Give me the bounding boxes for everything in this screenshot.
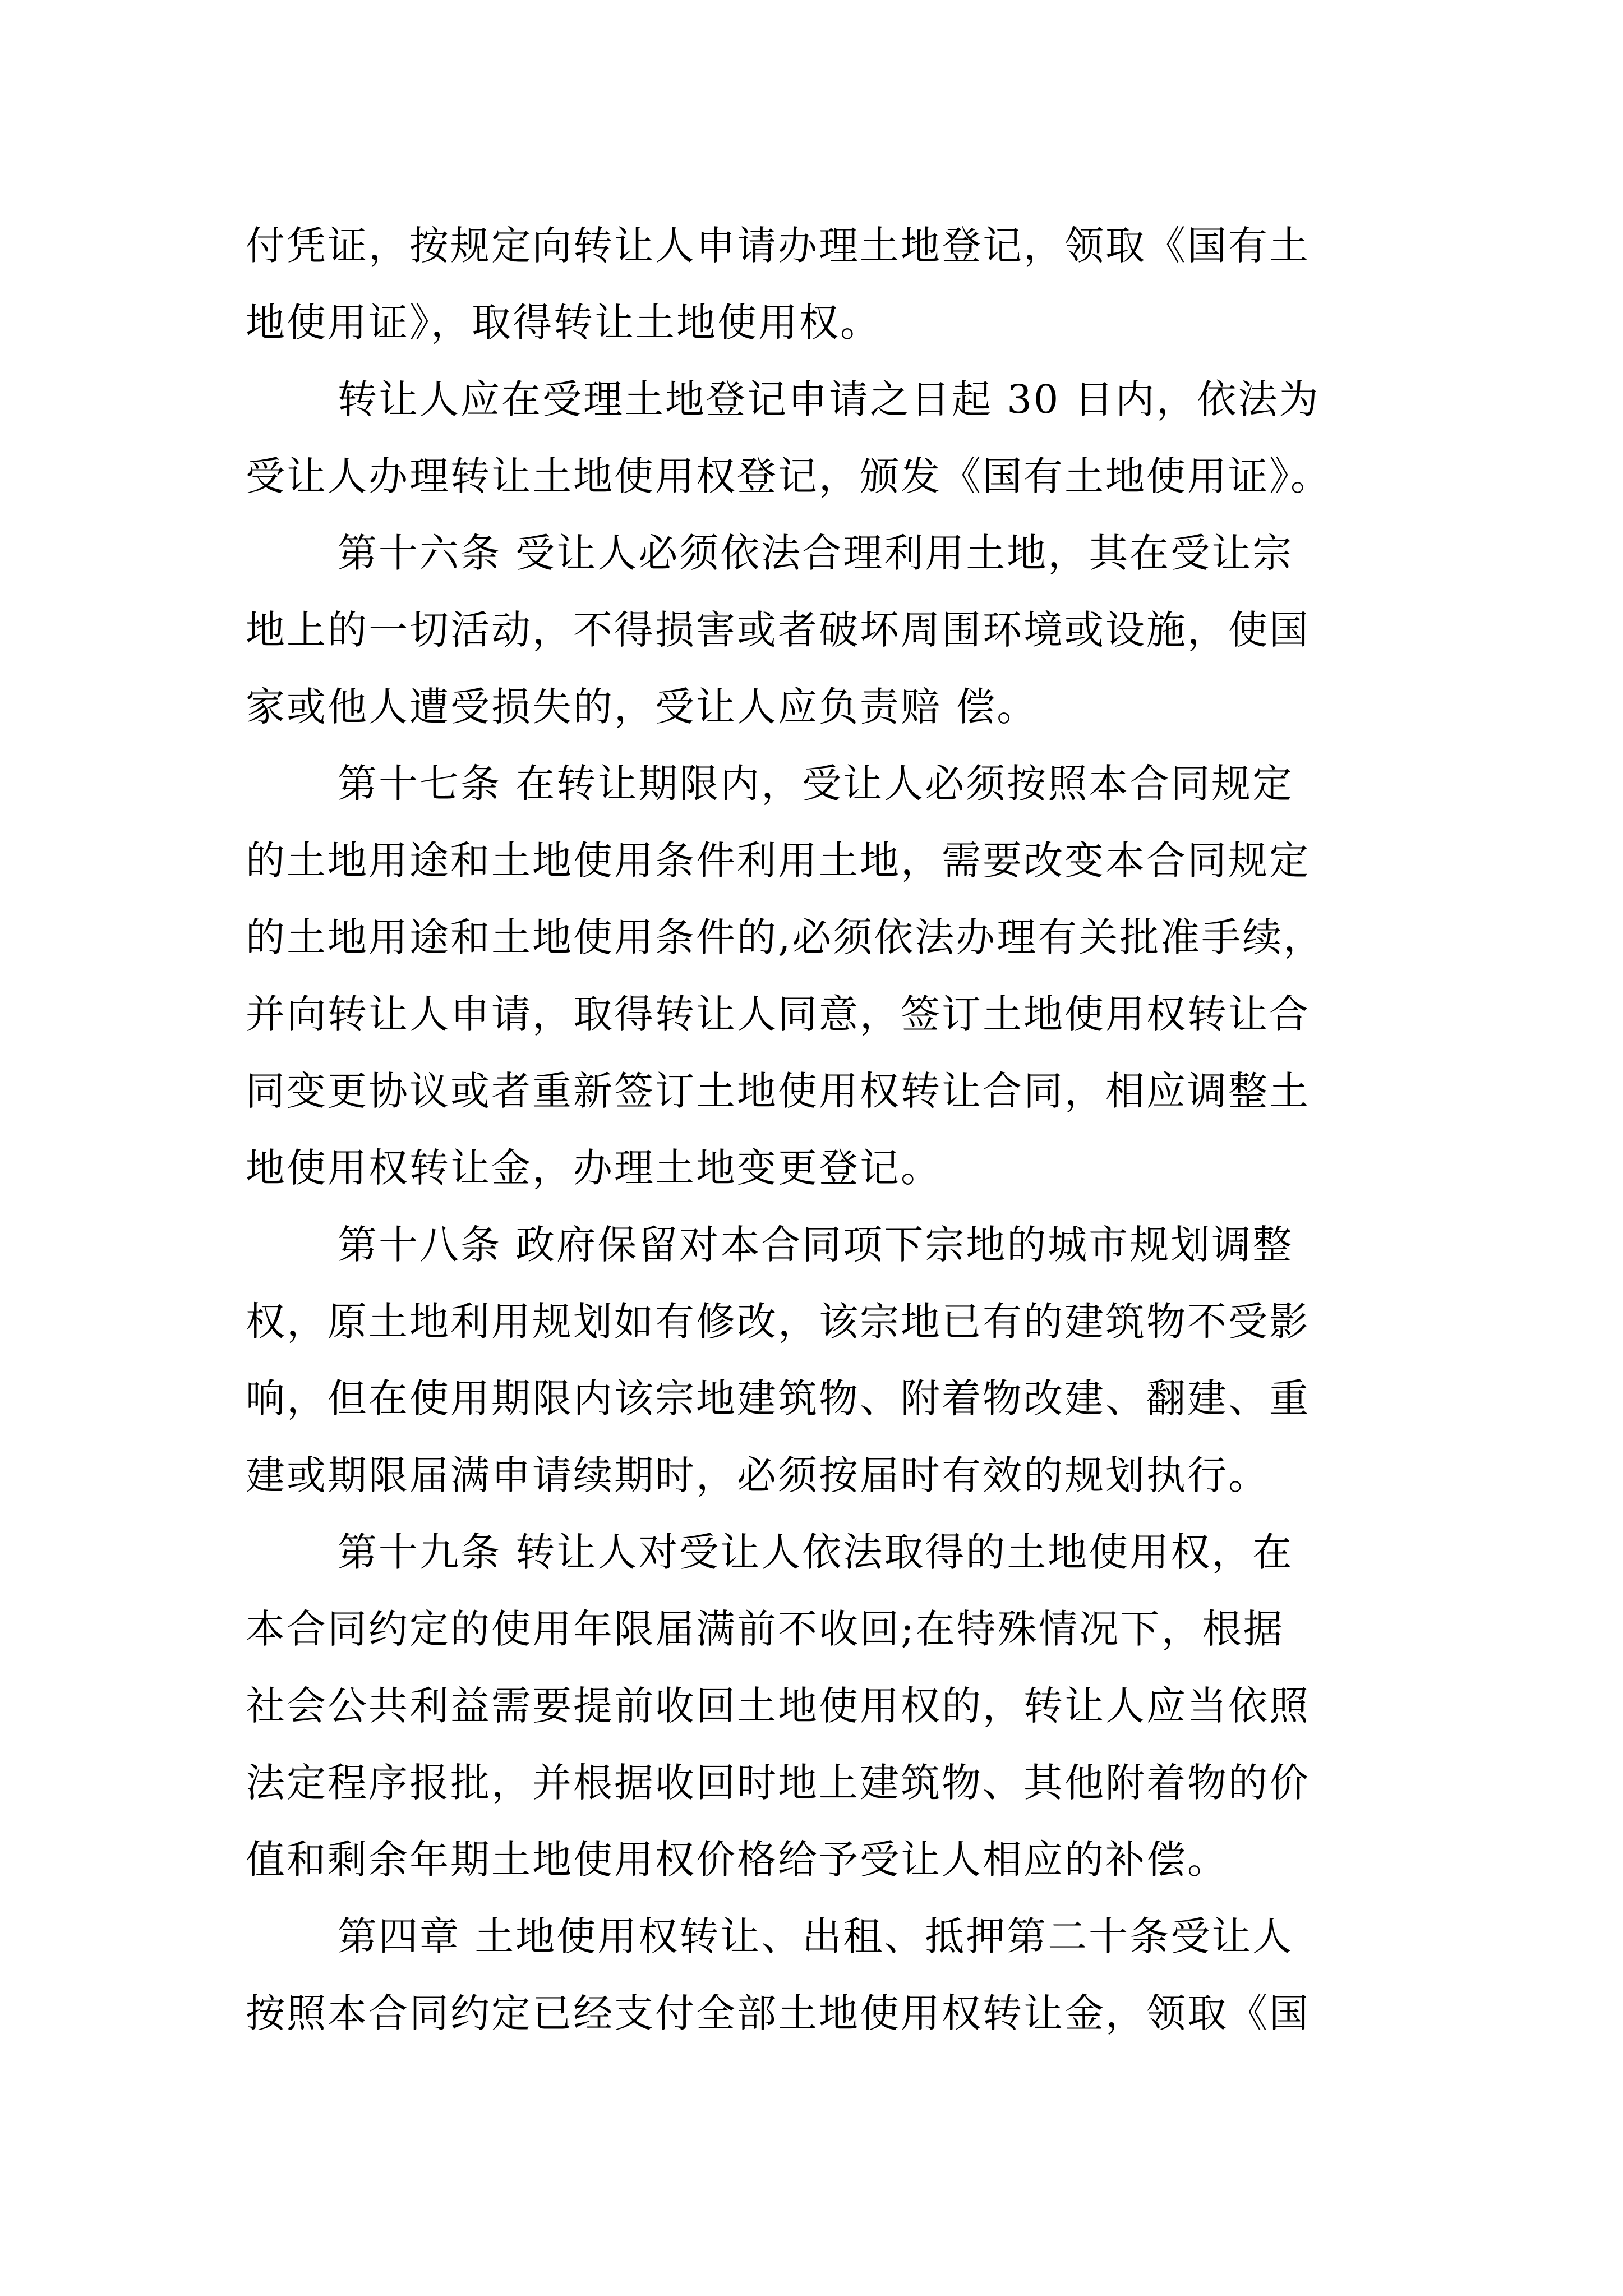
text-line: 建或期限届满申请续期时，必须按届时有效的规划执行。 — [246, 1452, 1269, 1498]
article-19-heading-line: 第十九条 转让人对受让人依法取得的土地使用权，在 — [338, 1529, 1294, 1575]
text-line: 本合同约定的使用年限届满前不收回;在特殊情况下，根据 — [246, 1606, 1284, 1652]
text-line: 权，原土地利用规划如有修改，该宗地已有的建筑物不受影 — [246, 1299, 1310, 1345]
article-16-heading-line: 第十六条 受让人必须依法合理利用土地，其在受让宗 — [338, 530, 1294, 576]
text-line: 转让人应在受理土地登记申请之日起 30 日内，依法为 — [338, 376, 1320, 422]
text-line: 地使用权转让金，办理土地变更登记。 — [246, 1145, 942, 1191]
text-line: 地上的一切活动，不得损害或者破坏周围环境或设施，使国 — [246, 607, 1310, 653]
text-line: 社会公共利益需要提前收回土地使用权的，转让人应当依照 — [246, 1683, 1310, 1729]
text-line: 法定程序报批，并根据收回时地上建筑物、其他附着物的价 — [246, 1760, 1310, 1806]
text-line: 的土地用途和土地使用条件利用土地，需要改变本合同规定 — [246, 838, 1310, 884]
text-line: 并向转让人申请，取得转让人同意，签订土地使用权转让合 — [246, 991, 1310, 1037]
text-line: 的土地用途和土地使用条件的,必须依法办理有关批准手续， — [246, 914, 1325, 960]
text-line: 受让人办理转让土地使用权登记，颁发《国有土地使用证》。 — [246, 453, 1331, 499]
article-18-heading-line: 第十八条 政府保留对本合同项下宗地的城市规划调整 — [338, 1222, 1294, 1268]
text-line: 同变更协议或者重新签订土地使用权转让合同，相应调整土 — [246, 1068, 1310, 1114]
text-line: 按照本合同约定已经支付全部土地使用权转让金，领取《国 — [246, 1990, 1310, 2036]
text-line: 值和剩余年期土地使用权价格给予受让人相应的补偿。 — [246, 1837, 1228, 1883]
article-17-heading-line: 第十七条 在转让期限内，受让人必须按照本合同规定 — [338, 761, 1294, 807]
text-line: 响，但在使用期限内该宗地建筑物、附着物改建、翻建、重 — [246, 1375, 1310, 1421]
text-line: 家或他人遭受损失的，受让人应负责赔 偿。 — [246, 684, 1038, 730]
document-body — [246, 208, 1390, 2052]
chapter-4-heading-line: 第四章 土地使用权转让、出租、抵押第二十条受让人 — [338, 1913, 1294, 1959]
text-line: 地使用证》，取得转让土地使用权。 — [246, 300, 881, 346]
text-line: 付凭证，按规定向转让人申请办理土地登记，领取《国有土 — [246, 223, 1310, 269]
